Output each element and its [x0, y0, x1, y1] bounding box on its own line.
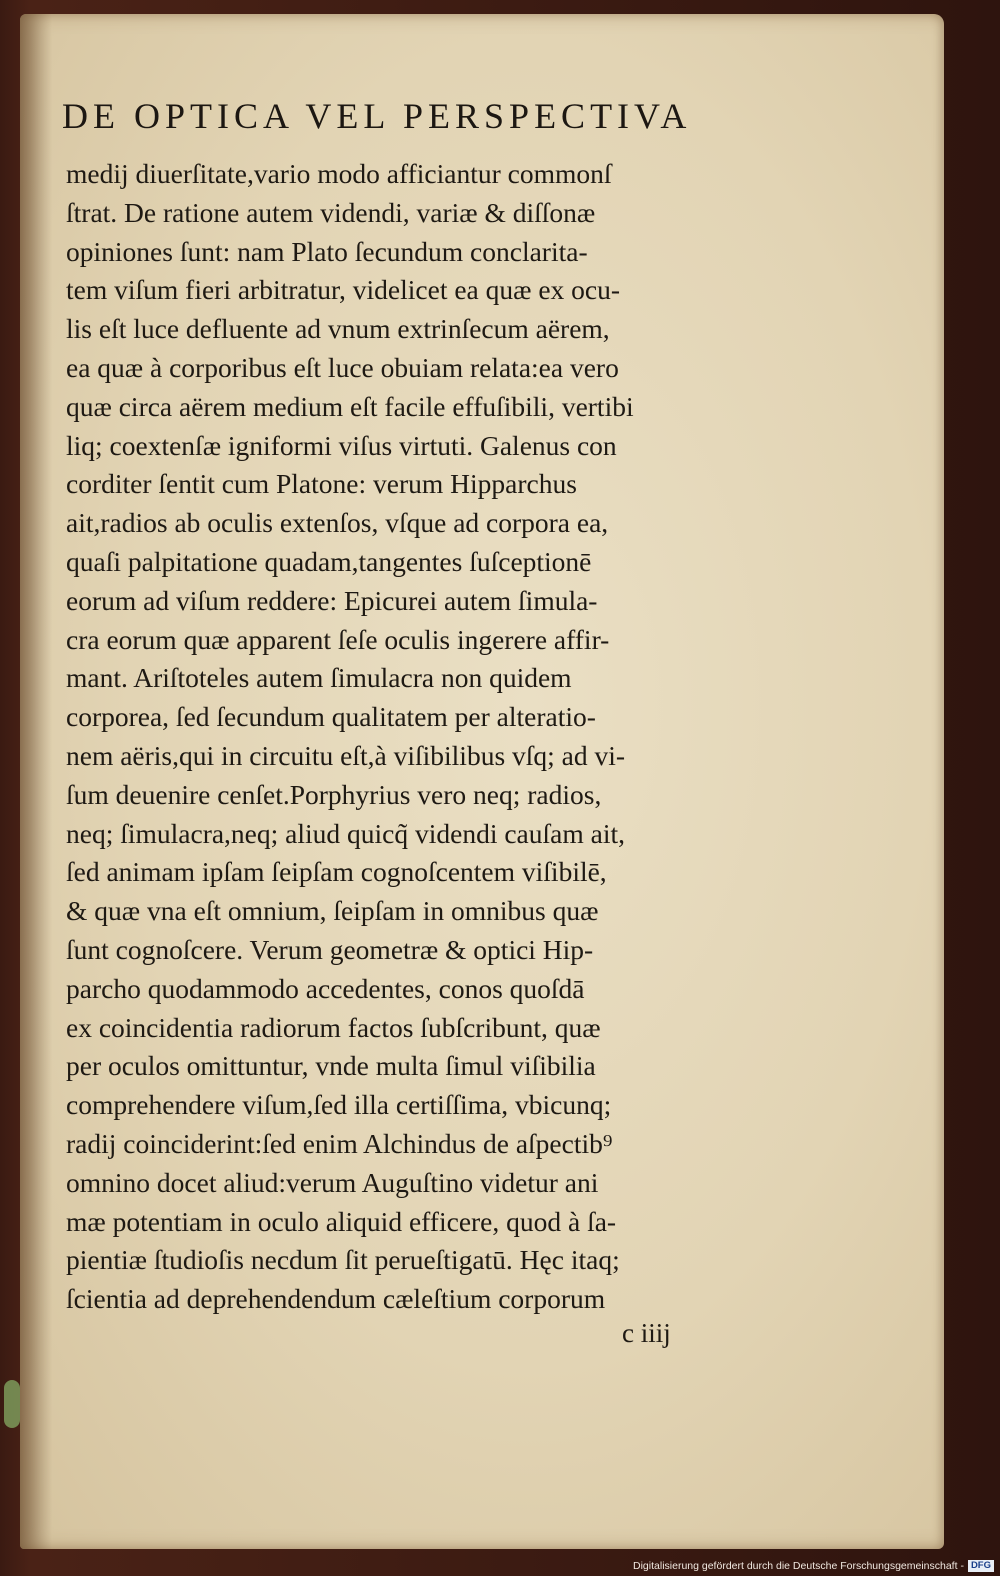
text-line: medij diuerſitate,vario modo afficiantur commonſ — [66, 158, 612, 189]
text-line: parcho quodammodo accedentes, conos quoſdā — [66, 972, 585, 1004]
text-line: radij coinciderint:ſed enim Alchindus de aſpectib⁹ — [66, 1127, 613, 1159]
text-line: opiniones ſunt: nam Plato ſecundum conclarita- — [66, 235, 588, 267]
text-line: quæ circa aërem medium eſt facile effuſibili, vertibi — [66, 390, 634, 422]
text-line: ſtrat. De ratione autem videndi, variæ & diſſonæ — [66, 196, 596, 228]
text-line: tem viſum fieri arbitratur, videlicet ea quæ ex ocu- — [66, 274, 621, 306]
text-line: mant. Ariſtoteles autem ſimulacra non quidem — [66, 662, 572, 694]
digitization-credit — [633, 1560, 994, 1572]
running-header: DE OPTICA VEL PERSPECTIVA — [62, 96, 692, 136]
text-line: ea quæ à corporibus eſt luce obuiam relata:ea vero — [66, 351, 619, 383]
text-line: mæ potentiam in oculo aliquid efficere, quod à ſa- — [66, 1205, 617, 1237]
text-line: corporea, ſed ſecundum qualitatem per alteratio- — [66, 701, 596, 733]
text-line: neq; ſimulacra,neq; aliud quicq̃ videndi cauſam ait, — [66, 817, 625, 849]
text-line: quaſi palpitatione quadam,tangentes ſuſceptionē — [66, 545, 592, 577]
text-line: nem aëris,qui in circuitu eſt,à viſibilibus vſq; ad vi- — [66, 739, 626, 771]
text-line: & quæ vna eſt omnium, ſeipſam in omnibus quæ — [66, 895, 599, 927]
page-gutter-shadow — [20, 14, 52, 1549]
text-line: liq; coextenſæ igniformi viſus virtuti. Galenus con — [66, 429, 617, 461]
text-line: pientiæ ſtudioſis necdum ſit perueſtigatū. Hęc itaq; — [66, 1244, 620, 1276]
text-line: ſed animam ipſam ſeipſam cognoſcentem viſibilē, — [66, 856, 607, 888]
dfg-logo: DFG — [968, 1560, 994, 1572]
text-line: lis eſt luce defluente ad vnum extrinſecum aërem, — [66, 313, 610, 345]
credit-text: Digitalisierung gefördert durch die Deutsche Forschungsgemeinschaft - — [633, 1560, 964, 1572]
text-line: ſcientia ad deprehendendum cæleſtium corporum — [66, 1283, 606, 1315]
text-line: eorum ad viſum reddere: Epicurei autem ſimula- — [66, 584, 598, 616]
color-marker-tab — [4, 1380, 20, 1428]
text-line: comprehendere viſum,ſed illa certiſſima, vbicunq; — [66, 1089, 612, 1121]
text-line: ait,radios ab oculis extenſos, vſque ad corpora ea, — [66, 507, 609, 539]
text-line: cra eorum quæ apparent ſeſe oculis ingerere affir- — [66, 623, 610, 655]
text-line: per oculos omittuntur, vnde multa ſimul viſibilia — [66, 1050, 596, 1082]
text-line: omnino docet aliud:verum Auguſtino videtur ani — [66, 1166, 599, 1198]
signature-mark: c iiij — [622, 1318, 671, 1348]
text-line: ex coincidentia radiorum factos ſubſcribunt, quæ — [66, 1011, 601, 1043]
text-line: ſunt cognoſcere. Verum geometræ & optici Hip- — [66, 933, 594, 965]
text-line: ſum deuenire cenſet.Porphyrius vero neq; radios, — [66, 778, 602, 810]
text-line: corditer ſentit cum Platone: verum Hipparchus — [66, 468, 577, 500]
body-text — [66, 155, 806, 1319]
